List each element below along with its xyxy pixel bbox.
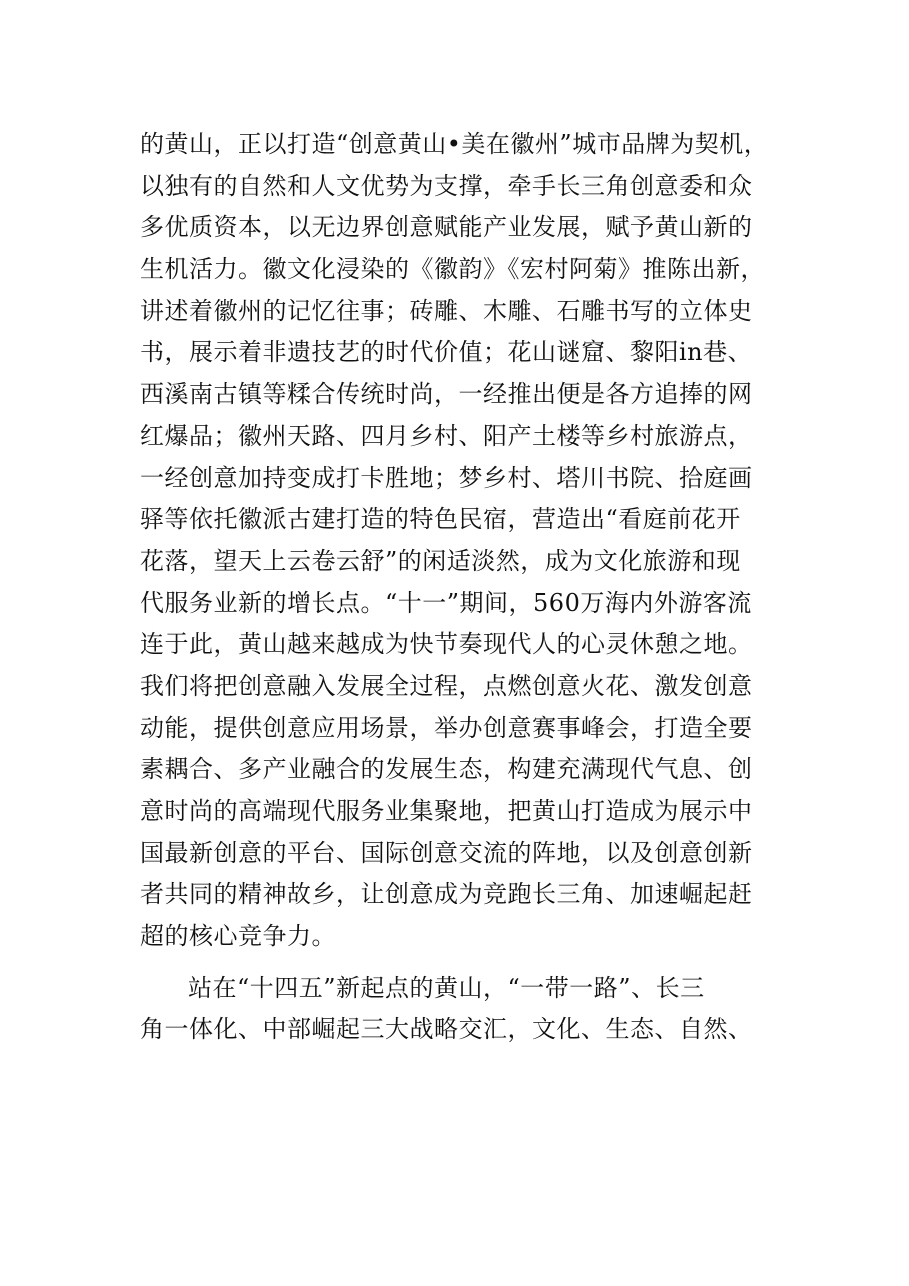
paragraph-1 xyxy=(140,124,780,958)
text-line: 生机活力。徽文化浸染的《徽韵》《宏村阿菊》推陈出新， xyxy=(140,255,765,284)
text-line: 连于此，黄山越来越成为快节奏现代人的心灵休憩之地。 xyxy=(140,630,753,659)
text-line: 一经创意加持变成打卡胜地；梦乡村、塔川书院、拾庭画 xyxy=(140,463,753,492)
text-line: 国最新创意的平台、国际创意交流的阵地，以及创意创新 xyxy=(140,838,753,867)
text-line: 驿等依托徽派古建打造的特色民宿，营造出“看庭前花开 xyxy=(140,505,741,534)
text-line: 讲述着徽州的记忆往事；砖雕、木雕、石雕书写的立体史 xyxy=(140,296,753,325)
text-line: 花落，望天上云卷云舒”的闲适淡然，成为文化旅游和现 xyxy=(140,546,741,575)
text-line: 站在“十四五”新起点的黄山，“一带一路”、长三 xyxy=(188,973,705,1002)
text-line: 意时尚的高端现代服务业集聚地，把黄山打造成为展示中 xyxy=(140,797,753,825)
paragraph-2 xyxy=(140,968,780,1051)
text-line: 动能，提供创意应用场景，举办创意赛事峰会，打造全要 xyxy=(140,713,753,742)
text-line: 的黄山，正以打造“创意黄山•美在徽州”城市品牌为契机， xyxy=(140,130,769,158)
text-line: 素耦合、多产业融合的发展生态，构建充满现代气息、创 xyxy=(140,755,753,784)
text-line: 角一体化、中部崛起三大战略交汇，文化、生态、自然、 xyxy=(140,1015,753,1044)
text-line: 西溪南古镇等糅合传统时尚，一经推出便是各方追捧的网 xyxy=(140,380,753,409)
text-line: 红爆品；徽州天路、四月乡村、阳产土楼等乡村旅游点， xyxy=(140,421,753,450)
text-line: 我们将把创意融入发展全过程，点燃创意火花、激发创意 xyxy=(140,671,753,700)
document-body xyxy=(140,124,780,1051)
text-line: 超的核心竞争力。 xyxy=(140,922,336,951)
text-line: 书，展示着非遗技艺的时代价值；花山谜窟、黎阳in巷、 xyxy=(140,338,753,367)
text-line: 代服务业新的增长点。“十一”期间，560万海内外游客流 xyxy=(140,588,752,617)
paragraph-gap xyxy=(140,958,780,968)
text-line: 多优质资本，以无边界创意赋能产业发展，赋予黄山新的 xyxy=(140,213,753,242)
text-line: 者共同的精神故乡，让创意成为竞跑长三角、加速崛起赶 xyxy=(140,880,753,909)
text-line: 以独有的自然和人文优势为支撑，牵手长三角创意委和众 xyxy=(140,171,753,200)
